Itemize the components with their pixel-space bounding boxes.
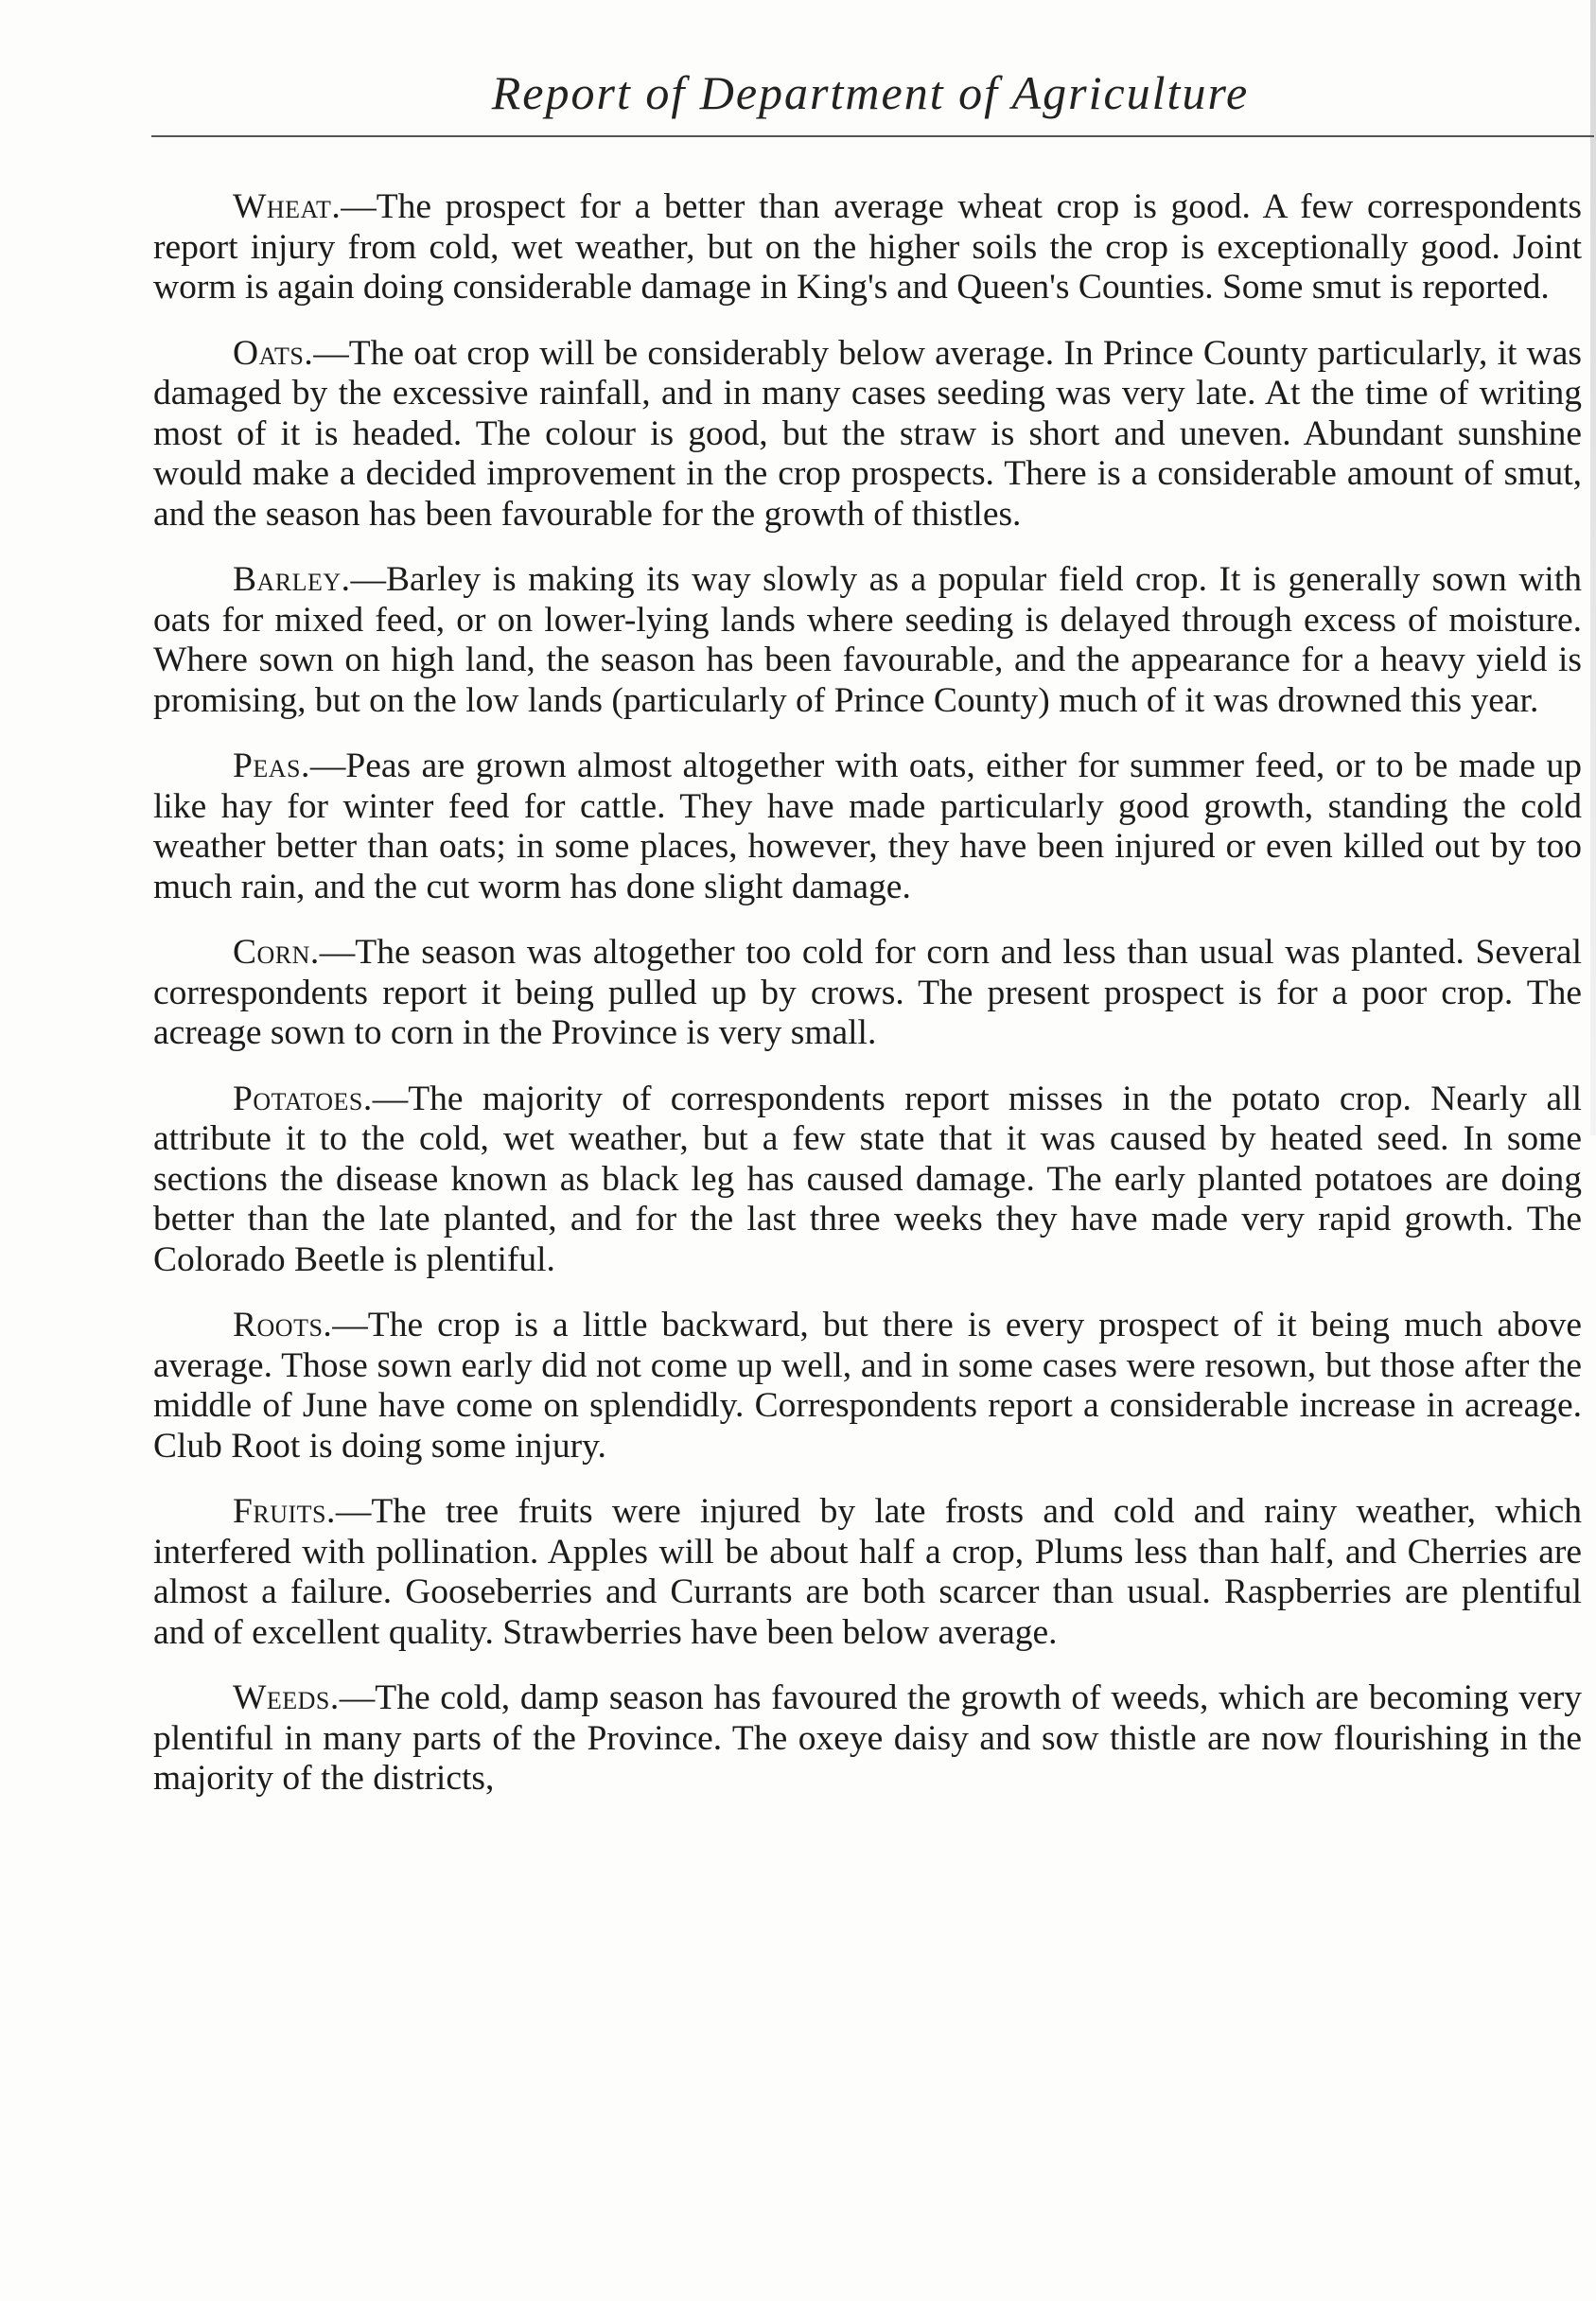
header-rule — [151, 135, 1594, 137]
paragraph-text: —The majority of correspondents report misses in the potato crop. Nearly all attribute it to the cold, wet weather, but a few state that it was caused by heated seed. In some sections the disease known as black leg has caused damage. The early planted potatoes are doing better than the late planted, and for the last three weeks they have made very rapid growth. The Colorado Beetle is plentiful. — [153, 1079, 1582, 1279]
paragraph-text: —The season was altogether too cold for corn and less than usual was planted. Several correspondents report it being pulled up by crows. The present prospect is for a poor crop. The acreage sown to corn in the Province is very small. — [153, 933, 1582, 1052]
section-lead: Peas. — [233, 747, 310, 785]
section-lead: Corn. — [233, 933, 320, 972]
running-header: Report of Department of Agriculture — [491, 66, 1250, 119]
section-lead: Barley. — [233, 560, 351, 599]
paragraph-text: —The cold, damp season has favoured the growth of weeds, which are becoming very plentiful in many parts of the Province. The oxeye daisy and sow thistle are now flourishing in the majority of the districts, — [153, 1678, 1582, 1798]
section-lead: Potatoes. — [233, 1079, 373, 1118]
paragraph-text: —The oat crop will be considerably below average. In Prince County particularly, it was damaged by the excessive rainfall, and in many cases seeding was very late. At the time of writing most of it is headed. The colour is good, but the straw is short and uneven. Abundant sunshine would make a decided improvement in the crop prospects. There is a considerable amount of smut, and the season has been favourable for the growth of thistles. — [153, 333, 1582, 534]
section-lead: Fruits. — [233, 1492, 336, 1531]
section-lead: Roots. — [233, 1306, 333, 1344]
paragraph-weeds — [153, 1678, 1582, 1800]
body-text — [153, 187, 1582, 1800]
paragraph-corn — [153, 933, 1582, 1054]
paragraph-potatoes — [153, 1080, 1582, 1281]
paragraph-text: —Barley is making its way slowly as a popular field crop. It is generally sown with oats for mixed feed, or on lower-lying lands where seeding is delayed through excess of moisture. Where sown on high land, the season has been favourable, and the appearance for a heavy yield is promising, but on the low lands (particularly of Prince County) much of it was drowned this year. — [153, 560, 1582, 720]
paragraph-text: —The prospect for a better than average wheat crop is good. A few correspondents report injury from cold, wet weather, but on the higher soils the crop is exceptionally good. Joint worm is again doing considerable damage in King's and Queen's Counties. Some smut is reported. — [153, 187, 1582, 307]
section-lead: Weeds. — [233, 1678, 340, 1717]
paragraph-barley — [153, 560, 1582, 721]
paragraph-oats — [153, 334, 1582, 536]
page-edge-shadow — [1590, 0, 1596, 1135]
paragraph-fruits — [153, 1492, 1582, 1653]
paragraph-peas — [153, 747, 1582, 907]
section-lead: Wheat. — [233, 187, 342, 226]
paragraph-text: —The crop is a little backward, but there is every prospect of it being much above average. Those sown early did not come up well, and in some cases were resown, but those after the middle of June have come on splendidly. Correspondents report a considerable increase in acreage. Club Root is doing some injury. — [153, 1306, 1582, 1466]
paragraph-text: —The tree fruits were injured by late frosts and cold and rainy weather, which interfered with pollination. Apples will be about half a crop, Plums less than half, and Cherries are almost a failure. Gooseberries and Currants are both scarcer than usual. Raspberries are plentiful and of excellent quality. Strawberries have been below average. — [153, 1492, 1582, 1652]
paragraph-wheat — [153, 187, 1582, 308]
section-lead: Oats. — [233, 333, 314, 373]
paragraph-roots — [153, 1306, 1582, 1467]
paragraph-text: —Peas are grown almost altogether with oats, either for summer feed, or to be made up like hay for winter feed for cattle. They have made particularly good growth, standing the cold weather better than oats; in some places, however, they have been injured or even killed out by too much rain, and the cut worm has done slight damage. — [153, 747, 1582, 906]
